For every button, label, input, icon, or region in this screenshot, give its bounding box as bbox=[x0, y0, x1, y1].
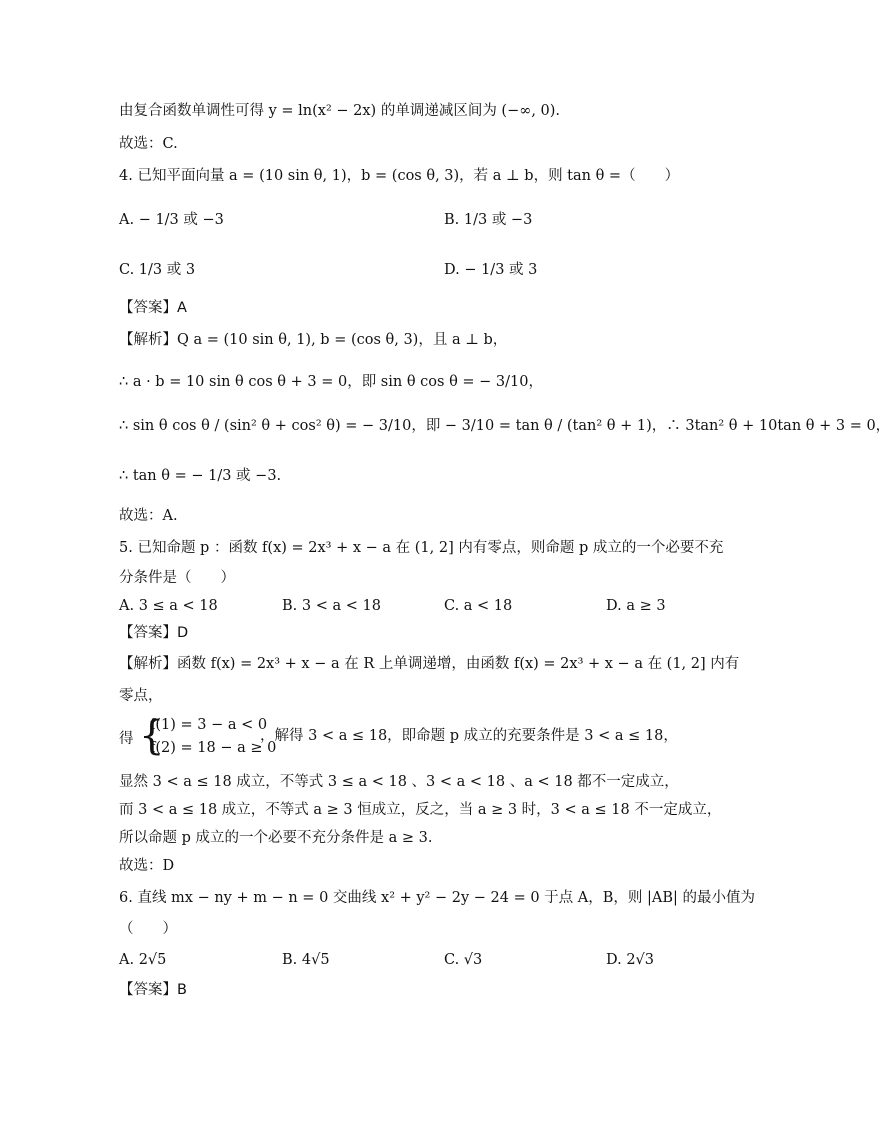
text-line: （ ） bbox=[119, 921, 177, 937]
q6-option-a: A. 2√5 bbox=[119, 952, 167, 968]
question-6-stem: 6. 直线 mx − ny + m − n = 0 交曲线 x² + y² − 2y − 24 = 0 于点 A，B，则 |AB| 的最小值为 bbox=[119, 890, 756, 906]
q6-answer: 【答案】B bbox=[119, 982, 187, 998]
text-line: ∴ sin θ cos θ / (sin² θ + cos² θ) = − 3/10，即 − 3/10 = tan θ / (tan² θ + 1)，∴ 3tan² θ + 10tan θ + 3 = 0， bbox=[119, 418, 890, 434]
q4-option-d: D. − 1/3 或 3 bbox=[444, 262, 538, 278]
q5-option-c: C. a < 18 bbox=[444, 598, 513, 614]
text-line: 而 3 < a ≤ 18 成立，不等式 a ≥ 3 恒成立，反之，当 a ≥ 3 时，3 < a ≤ 18 不一定成立， bbox=[119, 802, 722, 818]
system-equation-1: f(1) = 3 − a < 0 bbox=[150, 717, 268, 733]
q5-analysis: 【解析】函数 f(x) = 2x³ + x − a 在 R 上单调递增，由函数 f(x) = 2x³ + x − a 在 (1, 2] 内有 bbox=[119, 656, 740, 672]
question-5-stem: 5. 已知命题 p ：函数 f(x) = 2x³ + x − a 在 (1, 2] 内有零点，则命题 p 成立的一个必要不充 bbox=[119, 540, 724, 556]
q4-answer: 【答案】A bbox=[119, 300, 187, 316]
text-line: 显然 3 < a ≤ 18 成立，不等式 3 ≤ a < 18 、3 < a < 18 、a < 18 都不一定成立， bbox=[119, 774, 679, 790]
q6-option-d: D. 2√3 bbox=[606, 952, 655, 968]
q4-option-c: C. 1/3 或 3 bbox=[119, 262, 196, 278]
q5-option-a: A. 3 ≤ a < 18 bbox=[119, 598, 218, 614]
text-line: 故选：D bbox=[119, 858, 175, 874]
q4-option-b: B. 1/3 或 −3 bbox=[444, 212, 533, 228]
q6-option-c: C. √3 bbox=[444, 952, 483, 968]
q5-option-d: D. a ≥ 3 bbox=[606, 598, 666, 614]
q5-answer: 【答案】D bbox=[119, 625, 189, 641]
text-line: 分条件是（ ） bbox=[119, 570, 235, 586]
question-4-stem: 4. 已知平面向量 a = (10 sin θ, 1)，b = (cos θ, 3)，若 a ⊥ b，则 tan θ =（ ） bbox=[119, 168, 680, 184]
system-lead: 得 bbox=[119, 731, 134, 747]
brace-icon: { bbox=[139, 713, 165, 759]
text-line: 故选：C. bbox=[119, 136, 178, 152]
q6-option-b: B. 4√5 bbox=[282, 952, 330, 968]
system-tail: ，解得 3 < a ≤ 18，即命题 p 成立的充要条件是 3 < a ≤ 18， bbox=[260, 728, 678, 744]
text-line: 所以命题 p 成立的一个必要不充分条件是 a ≥ 3. bbox=[119, 830, 433, 846]
system-equation-2: f(2) = 18 − a ≥ 0 bbox=[150, 740, 277, 756]
text-line: 由复合函数单调性可得 y = ln(x² − 2x) 的单调递减区间为 (−∞, 0). bbox=[119, 103, 561, 119]
text-line: 故选：A. bbox=[119, 508, 178, 524]
text-line: 零点， bbox=[119, 688, 163, 704]
q5-option-b: B. 3 < a < 18 bbox=[282, 598, 381, 614]
text-line: ∴ tan θ = − 1/3 或 −3. bbox=[119, 468, 282, 484]
q4-analysis: 【解析】Q a = (10 sin θ, 1), b = (cos θ, 3)，且 a ⊥ b， bbox=[119, 332, 508, 348]
q4-option-a: A. − 1/3 或 −3 bbox=[119, 212, 224, 228]
text-line: ∴ a · b = 10 sin θ cos θ + 3 = 0，即 sin θ cos θ = − 3/10， bbox=[119, 374, 543, 390]
